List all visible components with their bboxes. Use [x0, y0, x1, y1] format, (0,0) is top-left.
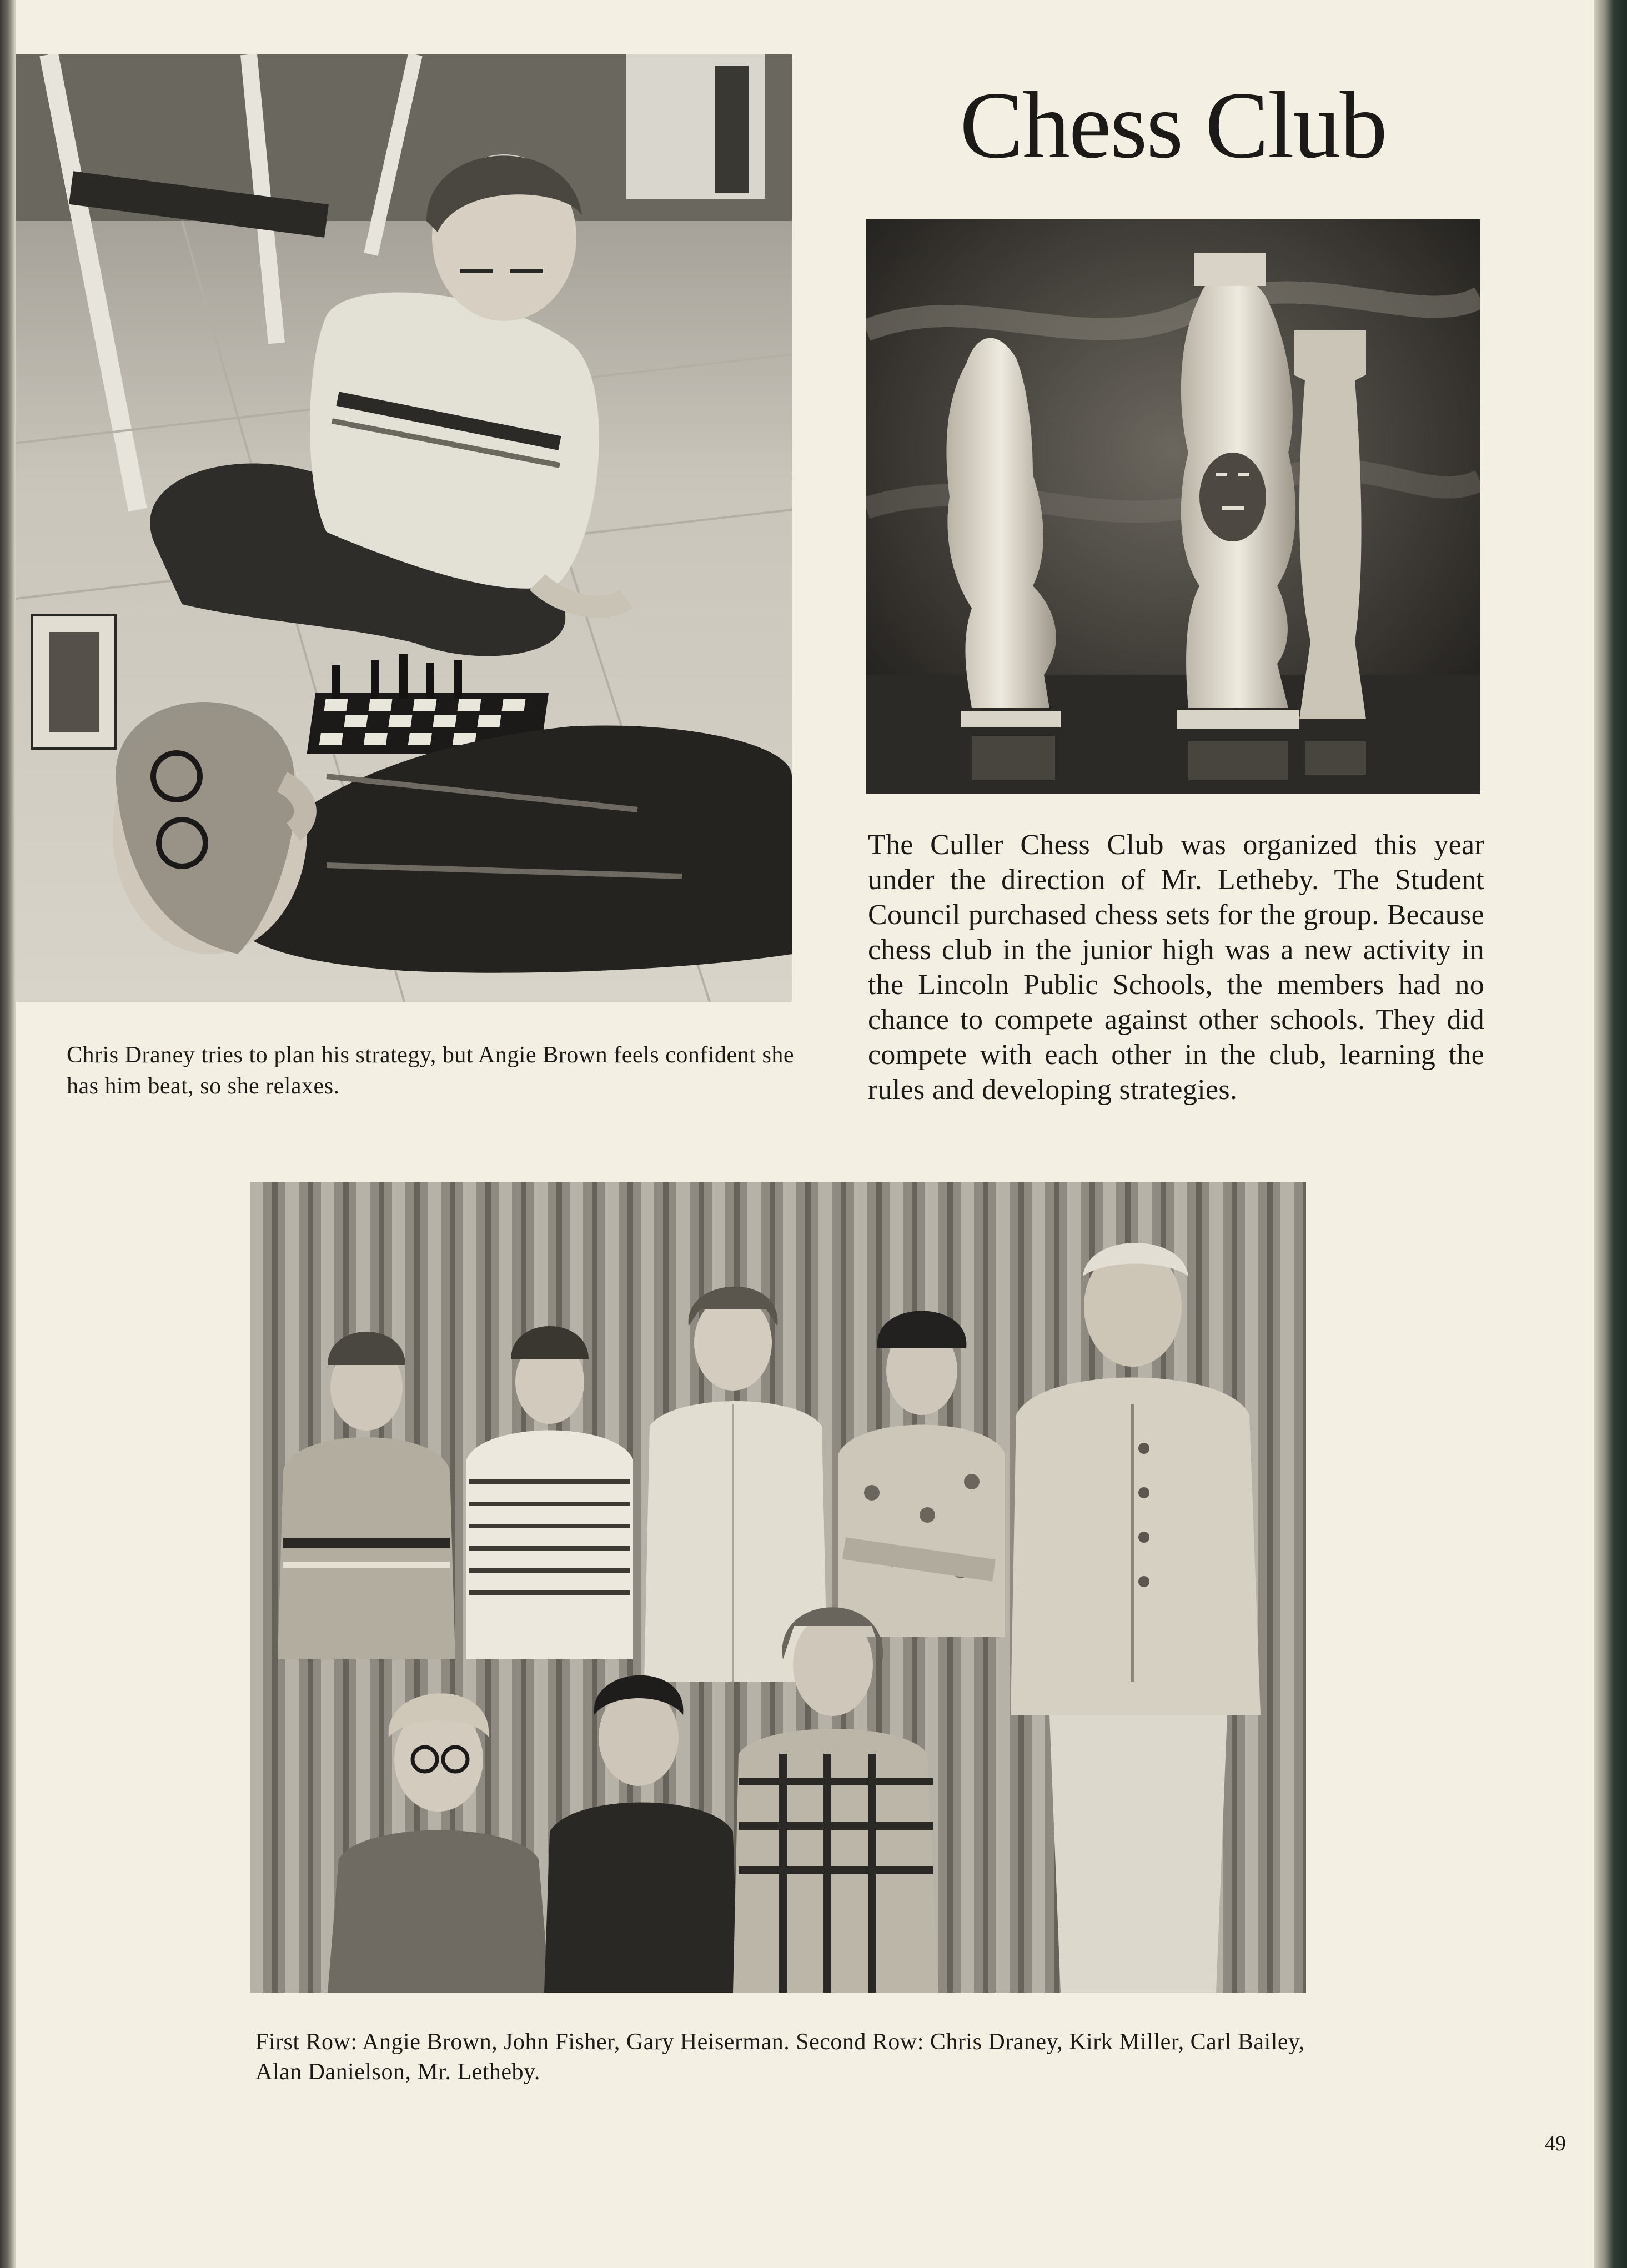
book-spine-shadow [0, 0, 16, 2268]
page-number: 49 [1545, 2132, 1566, 2155]
chess-pieces-photo [866, 219, 1480, 794]
chess-floor-photo [16, 54, 792, 1002]
club-group-photo [250, 1182, 1306, 1993]
article-body: The Culler Chess Club was organized this year under the direction of Mr. Letheby. The Student Council purchased chess sets for the group. Because chess club in the junior high was a new activity in the Lincoln Public Schools, the members had no chance to compete against other schools. They did compete with each other in the club, learning the rules and developing strategies. [868, 829, 1484, 1106]
page-title: Chess Club [960, 73, 1387, 178]
group-photo-caption: First Row: Angie Brown, John Fisher, Gary Heiserman. Second Row: Chris Draney, Kirk Miller, Carl Bailey, Alan Danielson, Mr. Letheby. [255, 2029, 1305, 2085]
floor-photo-caption: Chris Draney tries to plan his strategy, but Angie Brown feels confident she has him beat, so she relaxes. [67, 1042, 794, 1099]
book-cover-edge [1594, 0, 1627, 2268]
